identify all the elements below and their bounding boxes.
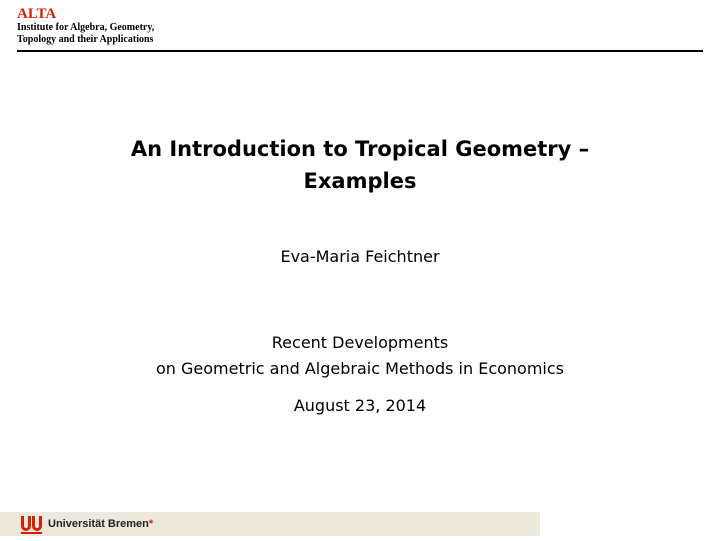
author-name: Eva-Maria Feichtner bbox=[280, 247, 440, 266]
institute-name-line1: Institute for Algebra, Geometry, bbox=[17, 22, 155, 33]
university-name bbox=[48, 517, 153, 531]
conference-line2: on Geometric and Algebraic Methods in Economics bbox=[156, 359, 564, 378]
slide-title bbox=[0, 133, 720, 197]
header-divider bbox=[17, 50, 703, 52]
slide-title-line1: An Introduction to Tropical Geometry – bbox=[130, 137, 590, 161]
conference-name bbox=[0, 330, 720, 382]
university-name-text: Universität Bremen bbox=[48, 518, 149, 530]
conference-line1: Recent Developments bbox=[271, 333, 449, 352]
institute-name-line2: Topology and their Applications bbox=[17, 34, 154, 45]
alta-abbreviation: ALTA bbox=[17, 6, 57, 22]
slide-title-line2: Examples bbox=[303, 169, 417, 193]
header bbox=[17, 6, 154, 46]
university-logo-icon bbox=[20, 515, 43, 535]
presentation-date: August 23, 2014 bbox=[293, 396, 427, 415]
university-star: * bbox=[148, 518, 154, 530]
